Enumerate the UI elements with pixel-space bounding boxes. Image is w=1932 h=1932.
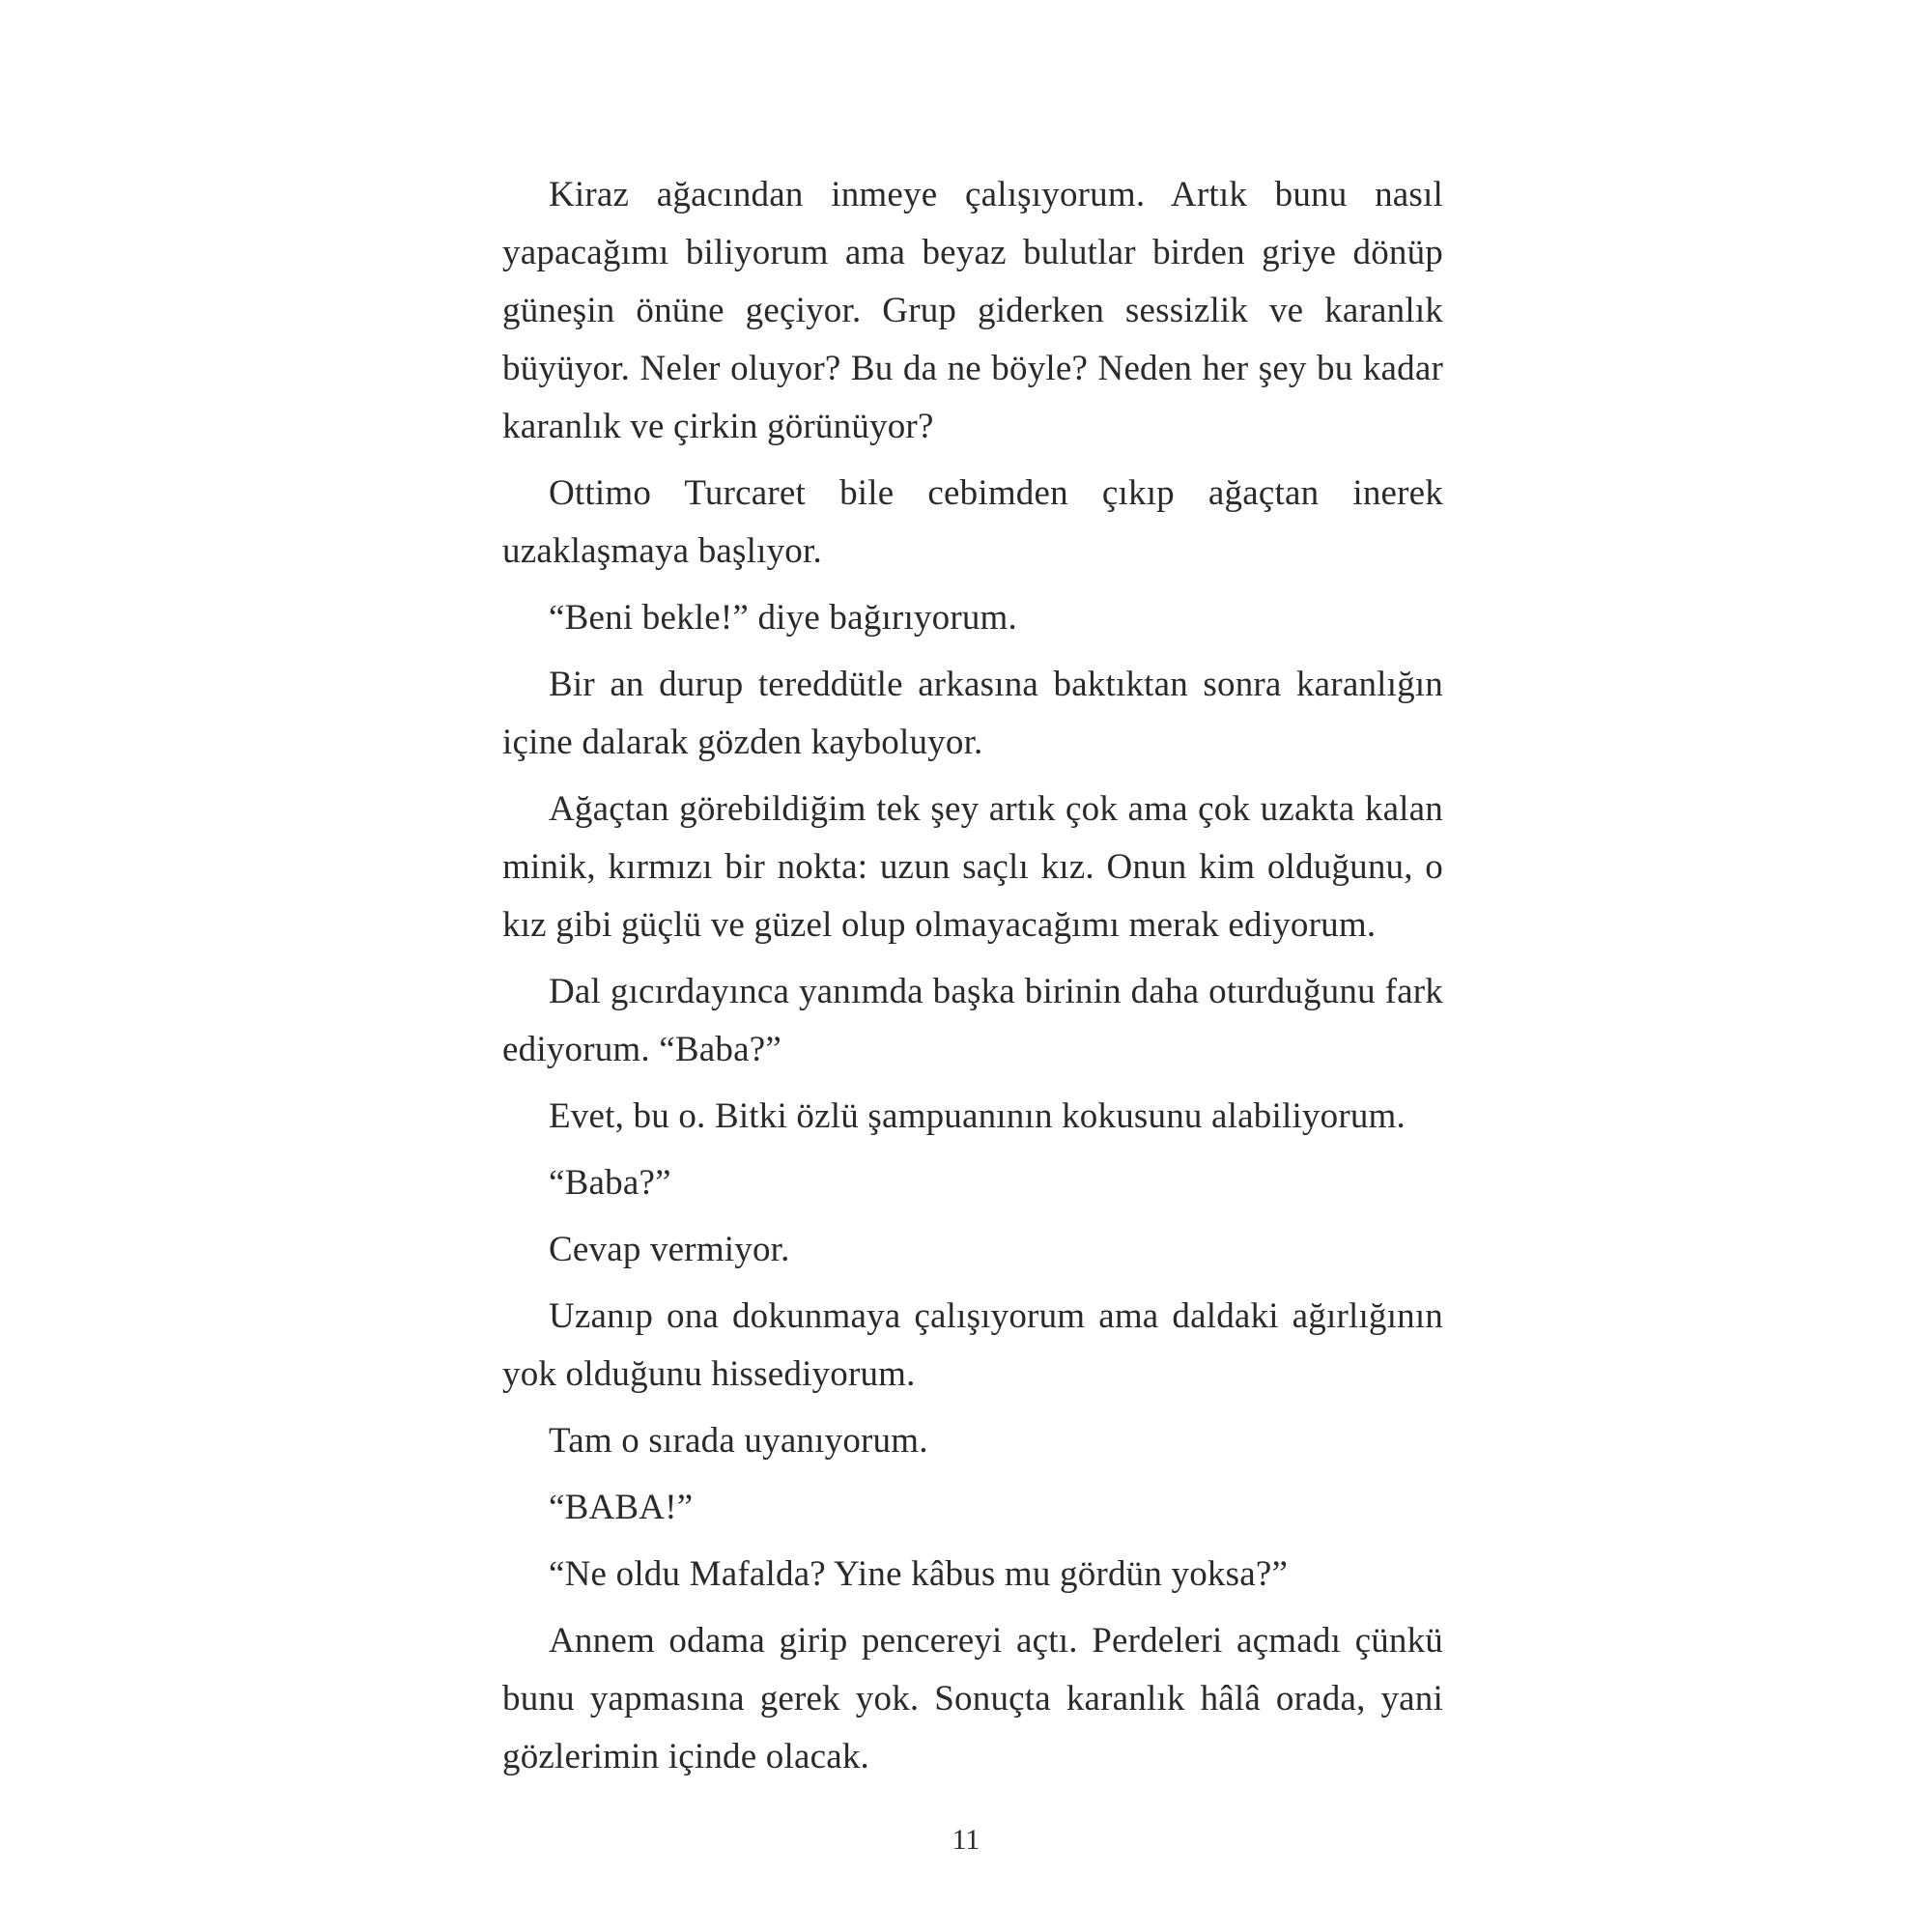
page-number: 11: [952, 1824, 980, 1856]
paragraph: Annem odama girip pencereyi açtı. Perdeleri açmadı çünkü bunu yapmasına gerek yok. Sonuçta karanlık hâlâ orada, yani gözlerimin içinde olacak.: [502, 1621, 1443, 1776]
paragraph: Tam o sırada uyanıyorum.: [549, 1421, 928, 1461]
body-text: [502, 166, 1443, 1795]
paragraph: Bir an durup tereddütle arkasına baktıktan sonra karanlığın içine dalarak gözden kayboluyor.: [502, 665, 1443, 762]
paragraph: Ağaçtan görebildiğim tek şey artık çok ama çok uzakta kalan minik, kırmızı bir nokta: uzun saçlı kız. Onun kim olduğunu, o kız gibi güçlü ve güzel olup olmayacağımı merak ediyorum.: [502, 789, 1443, 945]
paragraph: Dal gıcırdayınca yanımda başka birinin daha oturduğunu fark ediyorum. “Baba?”: [502, 972, 1443, 1069]
paragraph: Kiraz ağacından inmeye çalışıyorum. Artık bunu nasıl yapacağımı biliyorum ama beyaz bulutlar birden griye dönüp güneşin önüne geçiyor. Grup giderken sessizlik ve karanlık büyüyor. Neler oluyor? Bu da ne böyle? Neden her şey bu kadar karanlık ve çirkin görünüyor?: [502, 175, 1443, 446]
paragraph: “Ne oldu Mafalda? Yine kâbus mu gördün yoksa?”: [549, 1554, 1289, 1594]
paragraph: Uzanıp ona dokunmaya çalışıyorum ama daldaki ağırlığının yok olduğunu hissediyorum.: [502, 1296, 1443, 1394]
paragraph: Ottimo Turcaret bile cebimden çıkıp ağaçtan inerek uzaklaşmaya başlıyor.: [502, 473, 1443, 571]
paragraph: “Baba?”: [549, 1163, 671, 1203]
paragraph: Cevap vermiyor.: [549, 1230, 790, 1269]
paragraph: Evet, bu o. Bitki özlü şampuanının kokusunu alabiliyorum.: [549, 1096, 1406, 1136]
paragraph: “Beni bekle!” diye bağırıyorum.: [549, 598, 1017, 638]
paragraph: “BABA!”: [549, 1488, 694, 1527]
